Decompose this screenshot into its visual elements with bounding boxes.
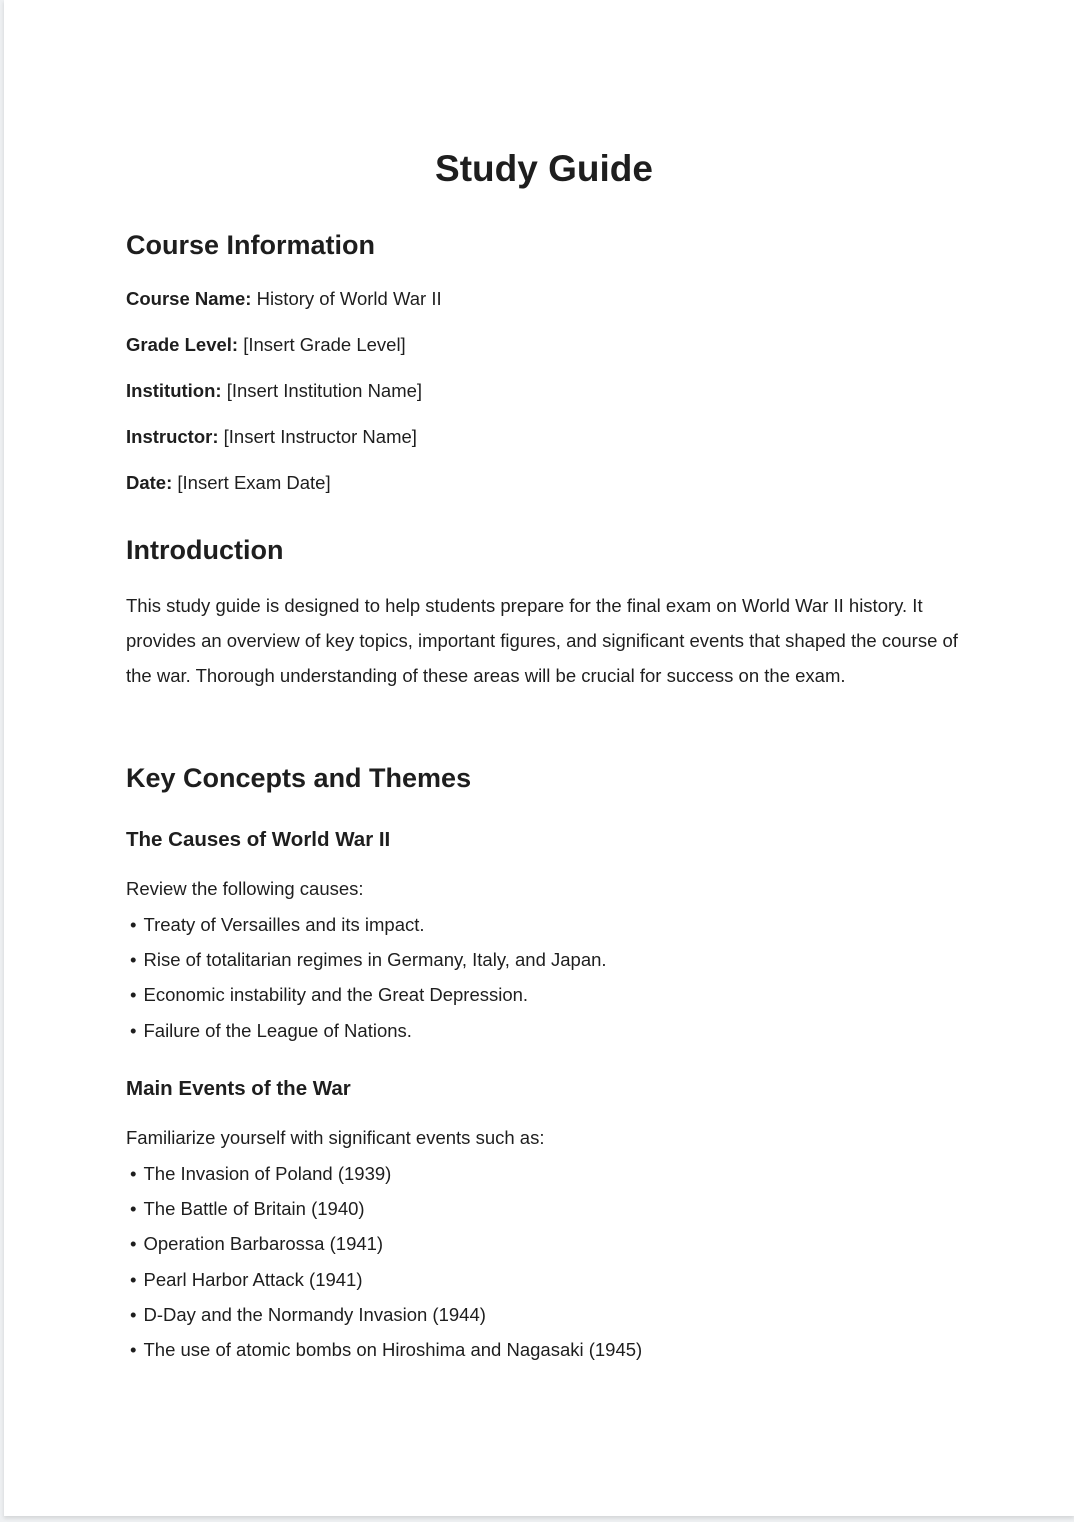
- events-intro: Familiarize yourself with significant events such as:: [126, 1127, 545, 1148]
- field-instructor: [126, 426, 417, 448]
- introduction-heading: Introduction: [126, 535, 284, 565]
- field-institution: [126, 380, 422, 402]
- field-value: [Insert Instructor Name]: [223, 426, 417, 447]
- introduction-text: This study guide is designed to help students prepare for the final exam on World War II history. It provides an overview of key topics, important figures, and significant events that shaped the course of the war. Thorough understanding of these areas will be crucial for success on the exam.: [126, 595, 958, 686]
- field-label: Institution:: [126, 380, 222, 401]
- list-item: • The use of atomic bombs on Hiroshima and Nagasaki (1945): [130, 1332, 642, 1367]
- list-item: • Economic instability and the Great Depression.: [130, 977, 607, 1012]
- document-page: [4, 0, 1074, 1516]
- field-value: [Insert Exam Date]: [177, 472, 331, 493]
- list-item: • D-Day and the Normandy Invasion (1944): [130, 1297, 642, 1332]
- course-info-heading: Course Information: [126, 230, 376, 260]
- causes-list: [130, 907, 607, 1048]
- events-list: [130, 1156, 642, 1367]
- list-item: • The Invasion of Poland (1939): [130, 1156, 642, 1191]
- page-title: Study Guide: [435, 148, 653, 189]
- field-label: Grade Level:: [126, 334, 239, 355]
- field-grade-level: [126, 334, 406, 356]
- key-concepts-heading: Key Concepts and Themes: [126, 763, 472, 793]
- field-label: Date:: [126, 472, 173, 493]
- list-item: • Operation Barbarossa (1941): [130, 1226, 642, 1261]
- field-date: [126, 472, 331, 494]
- field-course-name: [126, 288, 442, 310]
- field-label: Course Name:: [126, 288, 252, 309]
- list-item: • The Battle of Britain (1940): [130, 1191, 642, 1226]
- list-item: • Treaty of Versailles and its impact.: [130, 907, 607, 942]
- list-item: • Failure of the League of Nations.: [130, 1013, 607, 1048]
- field-value: History of World War II: [256, 288, 442, 309]
- field-value: [Insert Institution Name]: [226, 380, 423, 401]
- events-heading: Main Events of the War: [126, 1077, 351, 1100]
- causes-intro: Review the following causes:: [126, 878, 364, 899]
- list-item: • Rise of totalitarian regimes in Germany, Italy, and Japan.: [130, 942, 607, 977]
- causes-heading: The Causes of World War II: [126, 828, 391, 851]
- field-label: Instructor:: [126, 426, 219, 447]
- list-item: • Pearl Harbor Attack (1941): [130, 1262, 642, 1297]
- field-value: [Insert Grade Level]: [243, 334, 406, 355]
